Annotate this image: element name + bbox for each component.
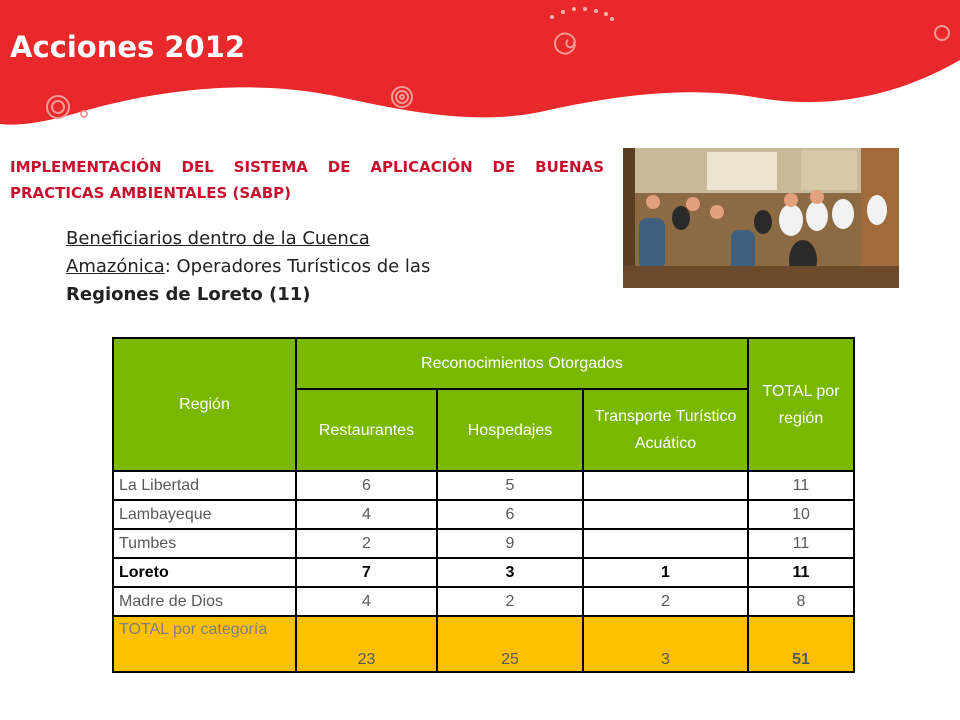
cell-restaurants: 4 (296, 587, 437, 616)
intro-text-3: : Operadores Turísticos de las (164, 256, 431, 277)
intro-text-2: Amazónica (66, 256, 165, 277)
table-row (113, 529, 854, 558)
cell-total-transport: 3 (583, 616, 748, 672)
cell-region: Lambayeque (113, 500, 296, 529)
cell-lodging: 9 (437, 529, 583, 558)
table-row (113, 500, 854, 529)
cell-total-lodging: 25 (437, 616, 583, 672)
cell-restaurants: 2 (296, 529, 437, 558)
cell-total: 11 (748, 471, 854, 500)
header-region: Región (113, 338, 296, 471)
cell-region: Tumbes (113, 529, 296, 558)
cell-region: Loreto (113, 558, 296, 587)
training-audience-photo (623, 148, 899, 288)
table-row-totals (113, 616, 854, 672)
section-subtitle: IMPLEMENTACIÓN DEL SISTEMA DE APLICACIÓN DE BUENAS PRACTICAS AMBIENTALES (SABP) (10, 158, 604, 202)
cell-region: La Libertad (113, 471, 296, 500)
header-transport: Transporte Turístico Acuático (583, 389, 748, 471)
cell-totals-label: TOTAL por categoría (113, 616, 296, 672)
cell-transport: 1 (583, 558, 748, 587)
intro-text-4: Regiones de Loreto (11) (66, 284, 311, 305)
cell-lodging: 2 (437, 587, 583, 616)
cell-total-restaurants: 23 (296, 616, 437, 672)
header-recognitions: Reconocimientos Otorgados (296, 338, 748, 389)
table-row (113, 587, 854, 616)
cell-restaurants: 7 (296, 558, 437, 587)
cell-lodging: 6 (437, 500, 583, 529)
header-restaurants: Restaurantes (296, 389, 437, 471)
header-total-region: TOTAL por región (748, 338, 854, 471)
cell-transport (583, 529, 748, 558)
cell-transport: 2 (583, 587, 748, 616)
table-row-highlighted (113, 558, 854, 587)
cell-total: 11 (748, 558, 854, 587)
cell-grand-total: 51 (748, 616, 854, 672)
cell-restaurants: 4 (296, 500, 437, 529)
cell-restaurants: 6 (296, 471, 437, 500)
cell-transport (583, 471, 748, 500)
header-banner (0, 0, 960, 140)
cell-region: Madre de Dios (113, 587, 296, 616)
beneficiaries-intro (66, 225, 536, 309)
cell-total: 10 (748, 500, 854, 529)
table-row (113, 471, 854, 500)
cell-lodging: 3 (437, 558, 583, 587)
cell-total: 8 (748, 587, 854, 616)
header-lodging: Hospedajes (437, 389, 583, 471)
cell-transport (583, 500, 748, 529)
cell-total: 11 (748, 529, 854, 558)
recognitions-table (112, 337, 855, 673)
cell-lodging: 5 (437, 471, 583, 500)
intro-text-1: Beneficiarios dentro de la Cuenca (66, 228, 370, 249)
page-title: Acciones 2012 (10, 30, 246, 64)
